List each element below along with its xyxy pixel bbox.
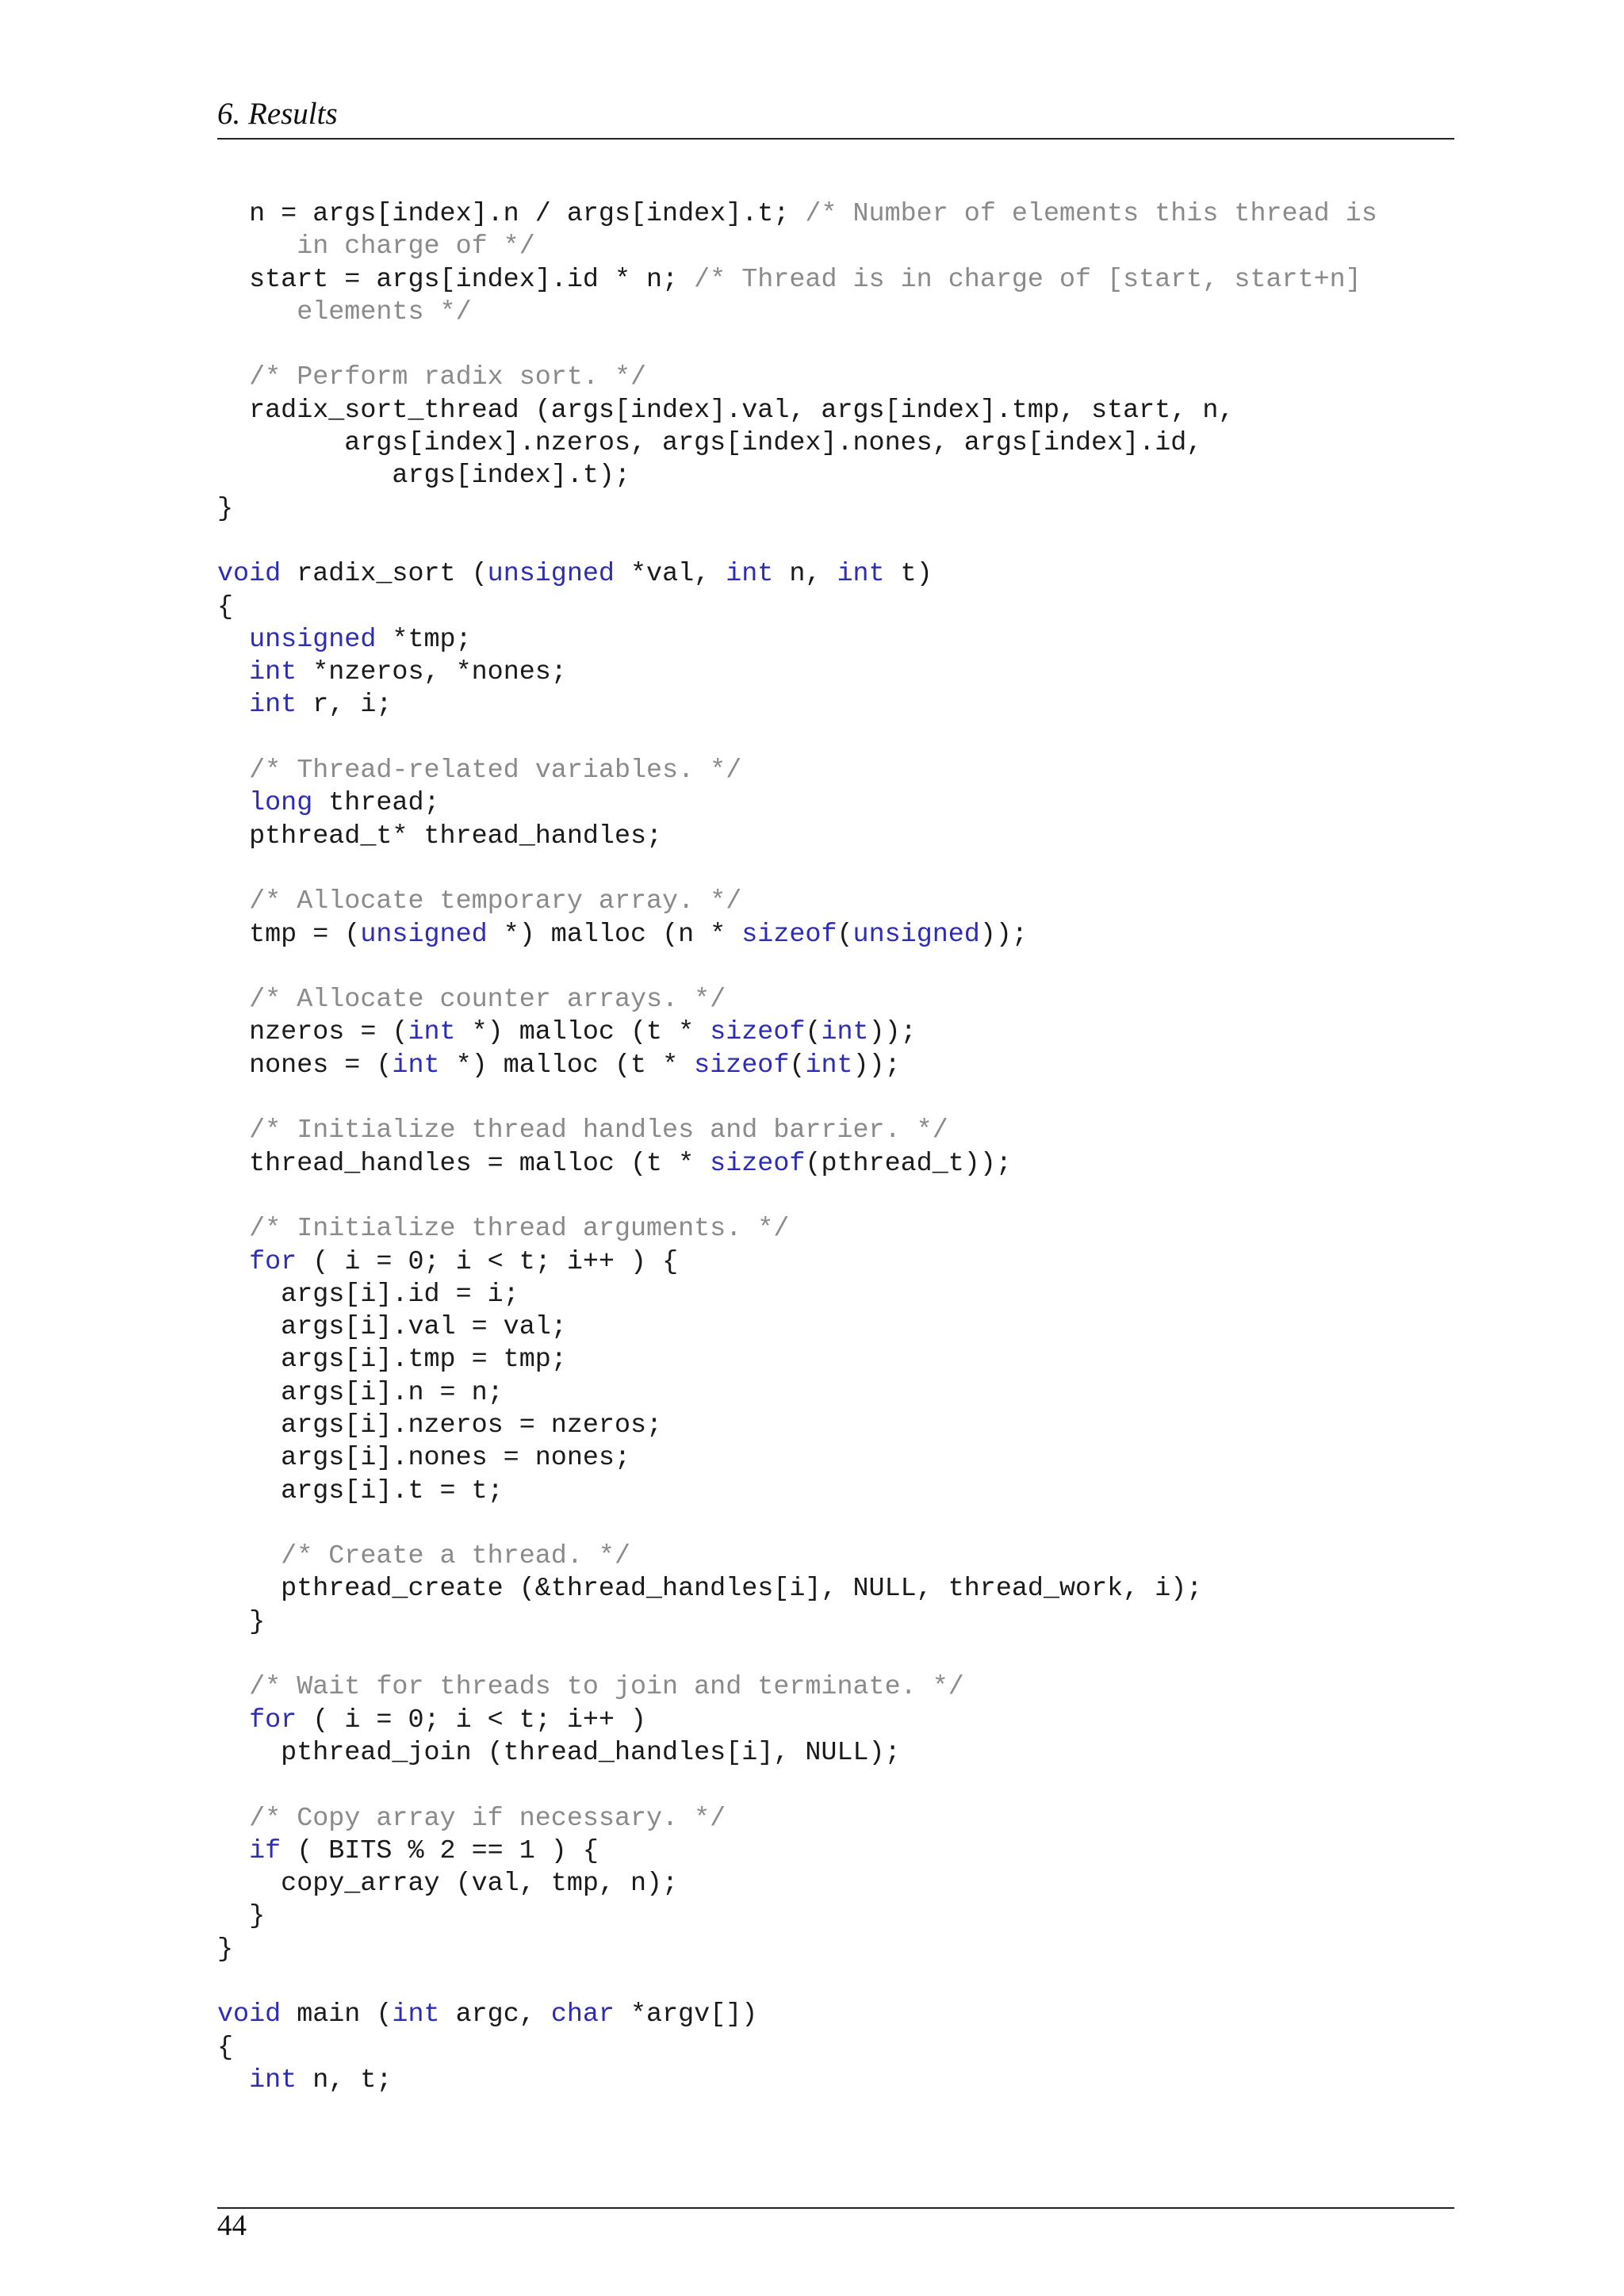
code-text: } bbox=[217, 493, 234, 524]
code-text: } bbox=[217, 1901, 266, 1932]
code-text: ( bbox=[805, 1017, 822, 1048]
code-text bbox=[217, 1672, 249, 1702]
code-text: (pthread_t)); bbox=[805, 1148, 1012, 1179]
code-line bbox=[217, 1016, 1377, 1049]
code-line bbox=[217, 1082, 1377, 1115]
code-text: pthread_join (thread_handles[i], NULL); bbox=[217, 1737, 901, 1768]
code-keyword: unsigned bbox=[360, 919, 488, 950]
code-line bbox=[217, 558, 1377, 591]
code-line bbox=[217, 1279, 1377, 1311]
code-text: thread; bbox=[312, 788, 440, 819]
code-text bbox=[217, 1214, 249, 1244]
code-line bbox=[217, 297, 1377, 329]
code-keyword: int bbox=[392, 1050, 440, 1081]
code-line bbox=[217, 1508, 1377, 1540]
code-comment: /* Allocate temporary array. */ bbox=[249, 886, 742, 917]
code-keyword: int bbox=[408, 1017, 456, 1048]
code-text: t) bbox=[884, 559, 933, 590]
code-keyword: unsigned bbox=[249, 624, 377, 655]
code-keyword: int bbox=[805, 1050, 853, 1081]
code-line bbox=[217, 493, 1377, 526]
code-line bbox=[217, 1377, 1377, 1410]
code-line bbox=[217, 395, 1377, 427]
code-text bbox=[217, 1115, 249, 1146]
code-line bbox=[217, 1835, 1377, 1868]
code-text: )); bbox=[852, 1050, 901, 1081]
code-line bbox=[217, 1475, 1377, 1508]
code-text bbox=[217, 1705, 249, 1735]
code-line bbox=[217, 1050, 1377, 1082]
code-text bbox=[217, 886, 249, 916]
code-text bbox=[217, 756, 249, 786]
code-comment: /* Wait for threads to join and terminate. */ bbox=[249, 1672, 964, 1703]
code-text bbox=[217, 2065, 249, 2095]
code-line bbox=[217, 1900, 1377, 1933]
code-text: { bbox=[217, 591, 234, 622]
code-line bbox=[217, 198, 1377, 231]
code-line bbox=[217, 1115, 1377, 1147]
code-line bbox=[217, 821, 1377, 853]
code-line bbox=[217, 1999, 1377, 2031]
code-text: radix_sort ( bbox=[281, 559, 488, 590]
code-text: tmp = ( bbox=[217, 919, 361, 950]
code-text: *) malloc (t * bbox=[455, 1017, 710, 1048]
code-line bbox=[217, 526, 1377, 558]
code-line bbox=[217, 984, 1377, 1016]
code-comment: /* Initialize thread arguments. */ bbox=[249, 1214, 790, 1245]
code-line bbox=[217, 951, 1377, 984]
code-text: ( bbox=[789, 1050, 806, 1081]
code-comment: /* Perform radix sort. */ bbox=[249, 362, 647, 393]
code-comment: elements */ bbox=[217, 297, 472, 327]
code-keyword: sizeof bbox=[710, 1148, 806, 1179]
code-text: } bbox=[217, 1606, 266, 1637]
code-line bbox=[217, 264, 1377, 297]
code-text: args[i].tmp = tmp; bbox=[217, 1345, 567, 1376]
code-line bbox=[217, 624, 1377, 656]
code-comment: /* Create a thread. */ bbox=[281, 1541, 630, 1572]
code-text bbox=[217, 362, 249, 392]
code-keyword: int bbox=[837, 559, 885, 590]
code-keyword: int bbox=[726, 559, 774, 590]
code-line bbox=[217, 460, 1377, 492]
code-keyword: void bbox=[217, 1999, 282, 2030]
code-text: args[i].t = t; bbox=[217, 1475, 504, 1506]
code-keyword: unsigned bbox=[487, 559, 615, 590]
code-text bbox=[217, 1247, 249, 1277]
code-line bbox=[217, 1639, 1377, 1671]
code-text: ( i = 0; i < t; i++ ) { bbox=[297, 1246, 679, 1277]
code-keyword: unsigned bbox=[852, 919, 980, 950]
code-line bbox=[217, 1181, 1377, 1213]
code-keyword: int bbox=[249, 657, 297, 688]
code-text bbox=[217, 1836, 249, 1866]
code-text: argc, bbox=[439, 1999, 551, 2030]
code-text: n, bbox=[773, 559, 837, 590]
code-line bbox=[217, 591, 1377, 624]
code-text: args[i].val = val; bbox=[217, 1312, 567, 1343]
code-comment: /* Number of elements this thread is bbox=[805, 199, 1377, 229]
code-line bbox=[217, 1803, 1377, 1835]
code-text: args[i].nzeros = nzeros; bbox=[217, 1410, 663, 1441]
code-line bbox=[217, 1442, 1377, 1475]
code-keyword: int bbox=[392, 1999, 440, 2030]
code-text: r, i; bbox=[297, 690, 393, 721]
code-line bbox=[217, 722, 1377, 755]
code-line bbox=[217, 656, 1377, 689]
code-line bbox=[217, 231, 1377, 263]
code-text: *tmp; bbox=[376, 624, 472, 655]
code-text: args[index].t); bbox=[217, 461, 630, 492]
code-line bbox=[217, 1868, 1377, 1900]
code-keyword: int bbox=[821, 1017, 869, 1048]
footer-rule bbox=[217, 2207, 1454, 2209]
code-text: start = args[index].id * n; bbox=[217, 264, 695, 295]
code-line bbox=[217, 919, 1377, 951]
code-text: n, t; bbox=[297, 2064, 393, 2095]
code-line bbox=[217, 2064, 1377, 2097]
code-text: *) malloc (t * bbox=[439, 1050, 695, 1081]
code-text bbox=[217, 1804, 249, 1834]
code-keyword: long bbox=[249, 788, 313, 819]
code-text: args[i].id = i; bbox=[217, 1279, 519, 1310]
code-line bbox=[217, 1770, 1377, 1802]
code-text: radix_sort_thread (args[index].val, args[index].tmp, start, n, bbox=[217, 395, 1235, 426]
code-keyword: sizeof bbox=[741, 919, 837, 950]
code-line bbox=[217, 362, 1377, 394]
page-number: 44 bbox=[217, 2210, 247, 2242]
code-text: pthread_t* thread_handles; bbox=[217, 821, 663, 851]
code-text: thread_handles = malloc (t * bbox=[217, 1148, 710, 1179]
code-text: nones = ( bbox=[217, 1050, 393, 1081]
code-comment: /* Initialize thread handles and barrier. */ bbox=[249, 1115, 948, 1146]
code-line bbox=[217, 1344, 1377, 1376]
code-text bbox=[217, 657, 249, 687]
code-line bbox=[217, 1934, 1377, 1966]
code-comment: /* Thread is in charge of [start, start+n] bbox=[694, 264, 1362, 295]
code-line bbox=[217, 853, 1377, 886]
code-text bbox=[217, 788, 249, 818]
running-header-title: 6. Results bbox=[217, 97, 338, 131]
code-text: args[i].n = n; bbox=[217, 1377, 504, 1408]
code-listing bbox=[217, 198, 1377, 2097]
code-text: ( BITS % 2 == 1 ) { bbox=[281, 1835, 599, 1866]
code-text: n = args[index].n / args[index].t; bbox=[217, 199, 806, 229]
code-keyword: for bbox=[249, 1246, 297, 1277]
code-line bbox=[217, 329, 1377, 362]
code-text bbox=[217, 625, 249, 655]
code-text: copy_array (val, tmp, n); bbox=[217, 1869, 679, 1900]
code-keyword: int bbox=[249, 2064, 297, 2095]
code-text: args[index].nzeros, args[index].nones, args[index].id, bbox=[217, 428, 1203, 459]
code-text: pthread_create (&thread_handles[i], NULL, thread_work, i); bbox=[217, 1574, 1203, 1605]
code-text bbox=[217, 690, 249, 720]
code-line bbox=[217, 1573, 1377, 1605]
code-text: ( i = 0; i < t; i++ ) bbox=[297, 1705, 647, 1735]
code-comment: /* Copy array if necessary. */ bbox=[249, 1803, 726, 1834]
code-line bbox=[217, 1246, 1377, 1279]
code-comment: in charge of */ bbox=[217, 232, 535, 262]
code-text bbox=[217, 1541, 281, 1571]
code-keyword: sizeof bbox=[694, 1050, 790, 1081]
code-text: { bbox=[217, 2032, 234, 2063]
code-keyword: for bbox=[249, 1705, 297, 1735]
code-text: )); bbox=[868, 1017, 917, 1048]
code-text: *nzeros, *nones; bbox=[297, 657, 567, 688]
code-text: nzeros = ( bbox=[217, 1017, 408, 1048]
code-line bbox=[217, 787, 1377, 820]
code-keyword: int bbox=[249, 690, 297, 721]
code-text: } bbox=[217, 1934, 234, 1965]
code-text: *argv[]) bbox=[614, 1999, 758, 2030]
code-line bbox=[217, 1148, 1377, 1181]
code-comment: /* Allocate counter arrays. */ bbox=[249, 985, 726, 1016]
code-line bbox=[217, 1213, 1377, 1246]
code-text: args[i].nones = nones; bbox=[217, 1443, 630, 1474]
code-keyword: void bbox=[217, 559, 282, 590]
code-line bbox=[217, 1540, 1377, 1573]
code-keyword: sizeof bbox=[710, 1017, 806, 1048]
code-line bbox=[217, 689, 1377, 721]
code-text: *val, bbox=[614, 559, 726, 590]
header-rule bbox=[217, 138, 1454, 140]
code-text: *) malloc (n * bbox=[487, 919, 742, 950]
code-line bbox=[217, 1606, 1377, 1639]
code-line bbox=[217, 886, 1377, 918]
code-text bbox=[217, 985, 249, 1015]
code-comment: /* Thread-related variables. */ bbox=[249, 756, 742, 786]
code-line bbox=[217, 1671, 1377, 1704]
code-line bbox=[217, 1311, 1377, 1344]
code-line bbox=[217, 755, 1377, 787]
code-line bbox=[217, 1410, 1377, 1442]
code-text: )); bbox=[979, 919, 1028, 950]
code-keyword: if bbox=[249, 1835, 282, 1866]
code-line bbox=[217, 1737, 1377, 1770]
code-text: ( bbox=[837, 919, 853, 950]
code-line bbox=[217, 1705, 1377, 1737]
code-line bbox=[217, 427, 1377, 460]
code-line bbox=[217, 2032, 1377, 2064]
code-keyword: char bbox=[550, 1999, 615, 2030]
code-line bbox=[217, 1966, 1377, 1999]
code-text: main ( bbox=[281, 1999, 393, 2030]
